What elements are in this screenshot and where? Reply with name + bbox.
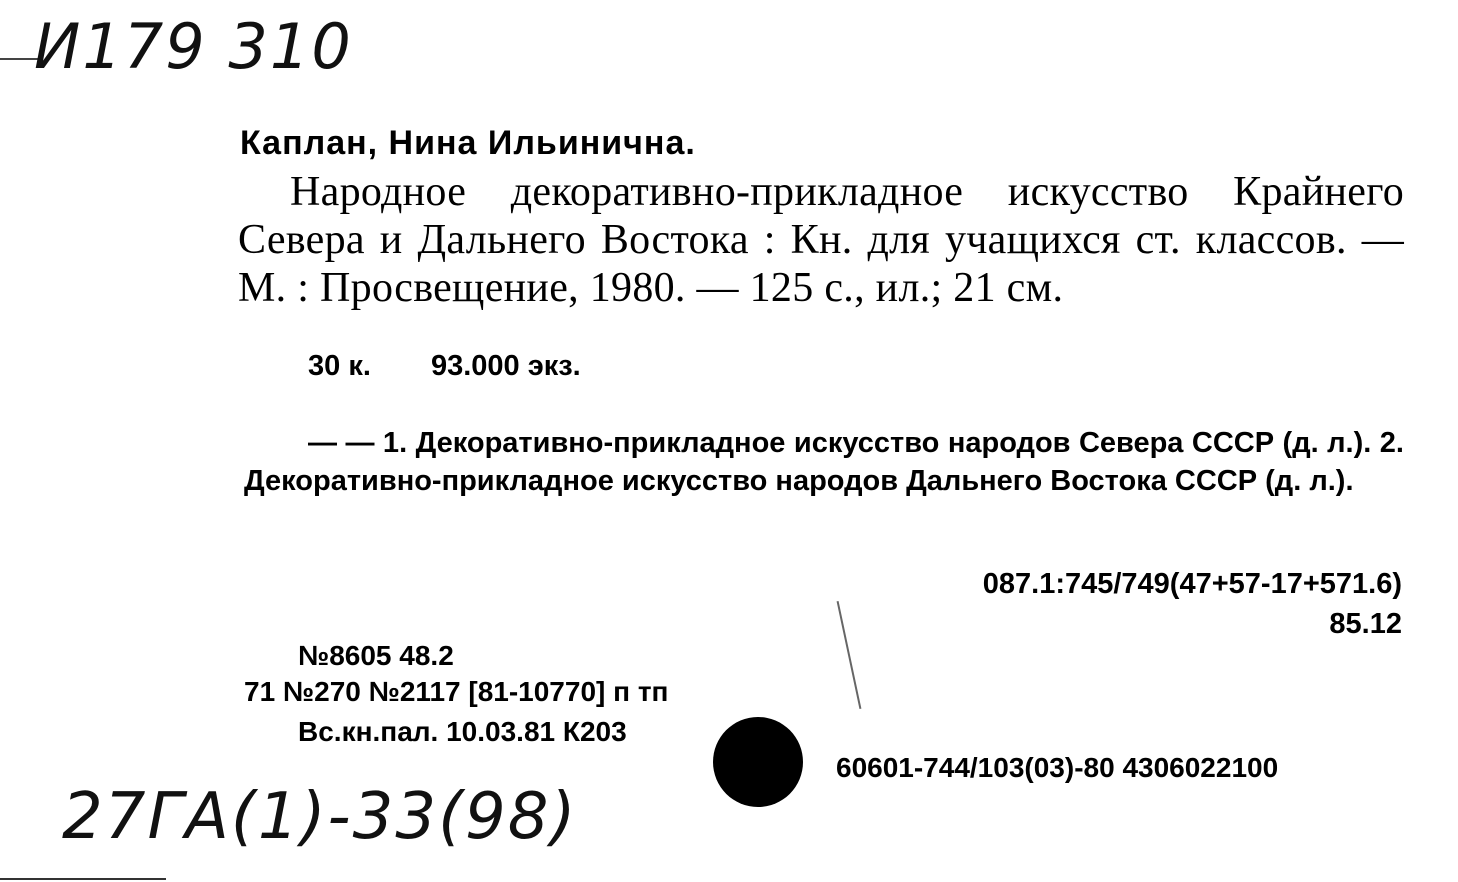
pencil-mark [837, 601, 862, 709]
title-description: Народное декоративно-прикладное искусство Крайнего Севера и Дальнего Востока : Кн. для учащихся ст. классов. — М. : Просвещение, 1980. — 125 с., ил.; 21 см. [238, 169, 1404, 311]
subject-headings: — — 1. Декоративно-прикладное искусство народов Севера СССР (д. л.). 2. Декоративно-прикладное искусство народов Дальнего Востока СССР (д. л.). [244, 427, 1404, 497]
handwritten-call-number: И179 310 [34, 10, 353, 83]
publisher-line-b: 71 №270 №2117 [81-10770] п тп [244, 676, 669, 707]
publisher-line-c: Вс.кн.пал. 10.03.81 К203 [298, 716, 627, 747]
handwritten-shelf-mark: 27ГА(1)-33(98) [62, 780, 578, 854]
publisher-line-a: №8605 48.2 [298, 640, 454, 671]
author-heading: Каплан, Нина Ильинична. [240, 124, 696, 162]
price-row [308, 350, 581, 383]
udc-index: 087.1:745/749(47+57-17+571.6) [982, 568, 1402, 600]
bbk-index: 85.12 [1329, 608, 1402, 640]
print-run: 93.000 экз. [430, 350, 581, 382]
punch-hole [713, 717, 803, 807]
publisher-code: 60601-744/103(03)-80 4306022100 [836, 752, 1279, 783]
bottom-rule [0, 878, 166, 880]
price: 30 к. [308, 350, 371, 382]
